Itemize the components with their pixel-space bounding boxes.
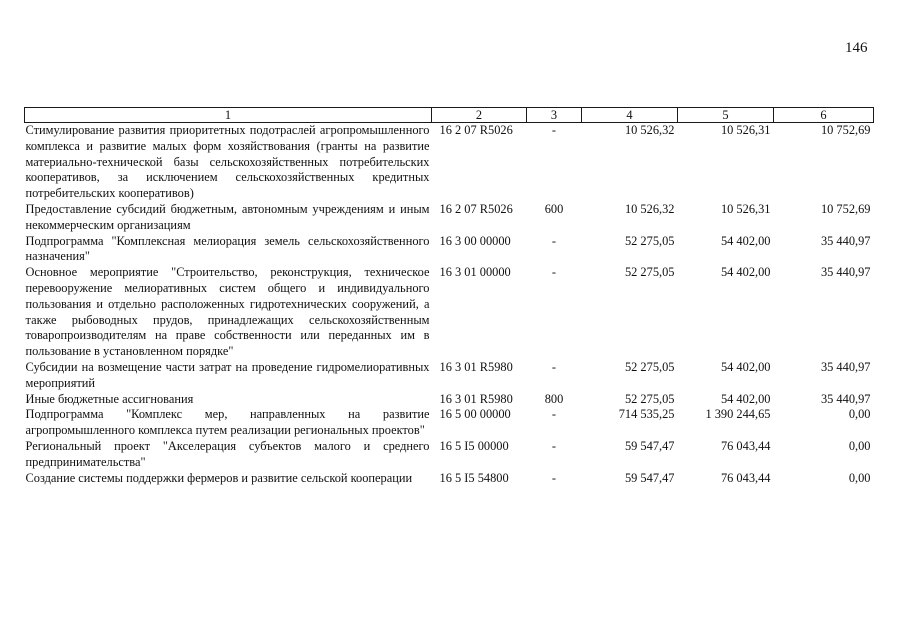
- table-row: [25, 407, 874, 439]
- row-expense-type: -: [551, 470, 557, 485]
- row-value: 76 043,44: [720, 470, 771, 485]
- row-expense-type: -: [551, 359, 557, 374]
- row-value: 52 275,05: [624, 265, 675, 280]
- table-header-row: [25, 108, 874, 123]
- row-value: 10 526,32: [624, 123, 675, 137]
- row-value: 10 526,31: [720, 123, 771, 137]
- row-value: 76 043,44: [720, 438, 771, 453]
- row-expense-type: -: [551, 233, 557, 248]
- row-value: 54 402,00: [720, 233, 771, 248]
- table-row: [25, 265, 874, 360]
- row-value: 10 752,69: [820, 201, 871, 216]
- column-header: 5: [678, 108, 774, 123]
- row-value: 0,00: [848, 407, 871, 422]
- column-header: 4: [582, 108, 678, 123]
- row-value: 35 440,97: [820, 233, 871, 248]
- column-header: 3: [527, 108, 582, 123]
- table-row: [25, 439, 874, 471]
- row-value: 54 402,00: [720, 359, 771, 374]
- row-expense-type: -: [551, 265, 557, 280]
- row-value: 714 535,25: [618, 407, 675, 422]
- row-value: 59 547,47: [624, 470, 675, 485]
- row-value: 0,00: [848, 470, 871, 485]
- table-row: [25, 392, 874, 408]
- row-value: 0,00: [848, 438, 871, 453]
- row-code: 16 5 00 00000: [439, 407, 511, 422]
- row-value: 10 526,31: [720, 201, 771, 216]
- row-name: Подпрограмма "Комплексная мелиорация земель сельскохозяйственного назначения": [25, 233, 430, 264]
- row-value: 1 390 244,65: [705, 407, 771, 422]
- column-header: 1: [25, 108, 432, 123]
- row-code: 16 5 I5 00000: [439, 438, 509, 453]
- row-name: Стимулирование развития приоритетных подотраслей агропромышленного комплекса и развитие малых форм хозяйствования (гранты на развитие материально-технической базы сельскохозяйственных потребительских кооперативов, за исключением сельскохозяйственных кредитных потребительских кооперативов): [25, 123, 430, 201]
- row-value: 10 752,69: [820, 123, 871, 137]
- table-row: [25, 202, 874, 234]
- row-expense-type: -: [551, 407, 557, 422]
- row-name: Иные бюджетные ассигнования: [25, 391, 194, 406]
- row-value: 10 526,32: [624, 201, 675, 216]
- row-value: 54 402,00: [720, 391, 771, 406]
- row-value: 52 275,05: [624, 391, 675, 406]
- row-value: 59 547,47: [624, 438, 675, 453]
- row-name: Субсидии на возмещение части затрат на проведение гидромелиоративных мероприятий: [25, 359, 430, 390]
- column-header: 6: [774, 108, 874, 123]
- budget-table: [24, 107, 874, 486]
- row-value: 52 275,05: [624, 359, 675, 374]
- row-name: Подпрограмма "Комплекс мер, направленных на развитие агропромышленного комплекса путем реализации региональных проектов": [25, 407, 430, 438]
- row-code: 16 5 I5 54800: [439, 470, 509, 485]
- row-name: Предоставление субсидий бюджетным, автономным учреждениям и иным некоммерческим организациям: [25, 201, 430, 232]
- row-code: 16 3 01 R5980: [439, 391, 513, 406]
- row-value: 35 440,97: [820, 359, 871, 374]
- row-expense-type: 600: [544, 201, 564, 216]
- row-value: 35 440,97: [820, 391, 871, 406]
- row-code: 16 3 00 00000: [439, 233, 511, 248]
- row-expense-type: 800: [544, 391, 564, 406]
- table-row: [25, 360, 874, 392]
- row-value: 35 440,97: [820, 265, 871, 280]
- row-code: 16 3 01 00000: [439, 265, 511, 280]
- row-expense-type: -: [551, 123, 557, 137]
- page-number: 146: [845, 40, 868, 56]
- row-value: 52 275,05: [624, 233, 675, 248]
- row-name: Региональный проект "Акселерация субъектов малого и среднего предпринимательства": [25, 438, 430, 469]
- table-row: [25, 123, 874, 202]
- column-header: 2: [432, 108, 527, 123]
- row-value: 54 402,00: [720, 265, 771, 280]
- table-row: [25, 234, 874, 266]
- row-name: Основное мероприятие "Строительство, реконструкция, техническое перевооружение мелиоративных систем общего и индивидуального пользования и отдельно расположенных гидротехнических сооружений, а также рыбоводных прудов, принадлежащих сельскохозяйственным товаропроизводителям на праве собственности или переданных им в пользование в установленном порядке": [25, 265, 430, 359]
- table-row: [25, 471, 874, 487]
- row-code: 16 2 07 R5026: [439, 201, 513, 216]
- row-name: Создание системы поддержки фермеров и развитие сельской кооперации: [25, 470, 413, 485]
- row-code: 16 2 07 R5026: [439, 123, 513, 137]
- row-expense-type: -: [551, 438, 557, 453]
- row-code: 16 3 01 R5980: [439, 359, 513, 374]
